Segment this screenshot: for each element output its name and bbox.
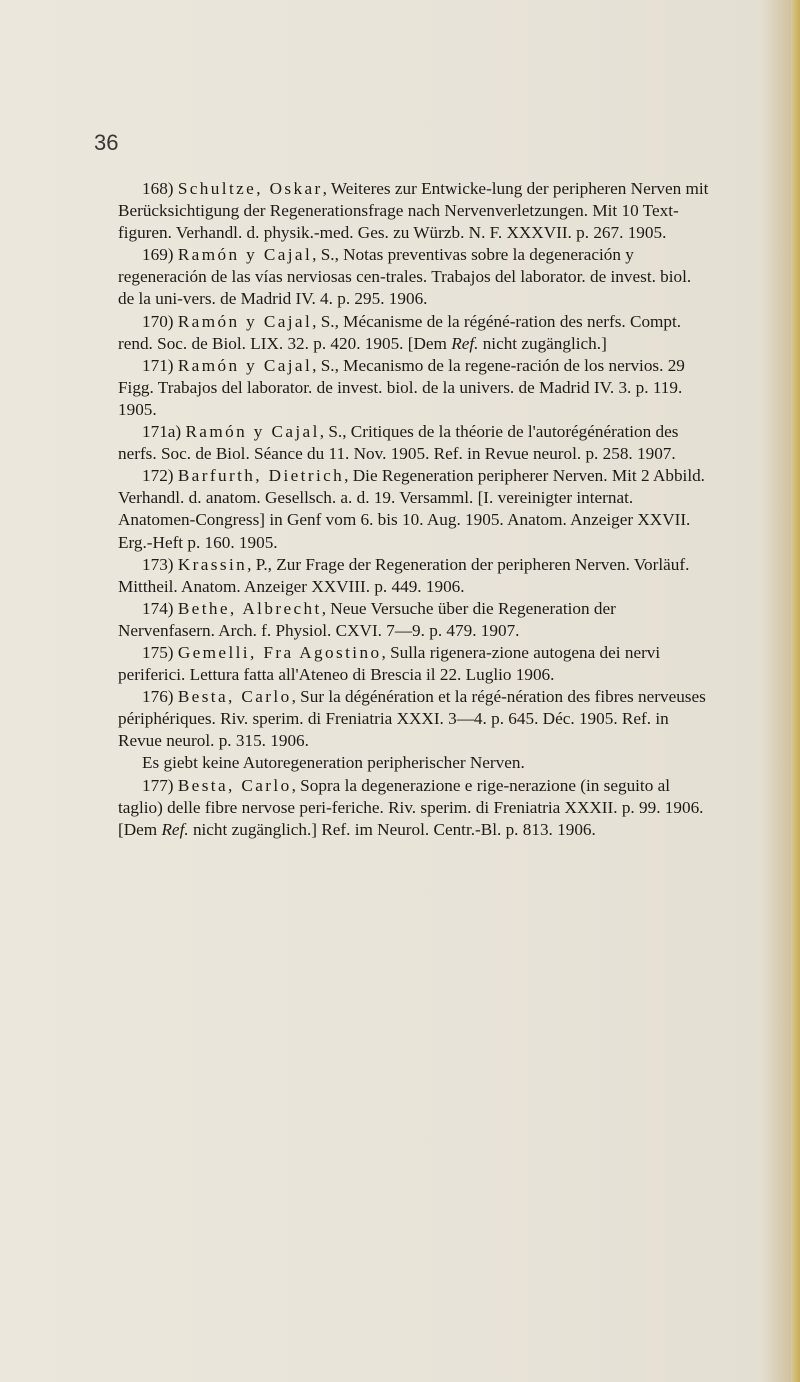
reference-text: nicht zugänglich.] <box>478 333 607 353</box>
reference-entry <box>118 244 710 310</box>
reference-text: , S., Notas preventivas sobre la degeneración y regeneración de las vías nerviosas cen-trales. Trabajos del laborator. de invest. biol. de la uni-vers. de Madrid IV. 4. p. 295. 1906. <box>118 245 692 309</box>
italic-ref: Ref. <box>451 333 479 353</box>
reference-list <box>118 178 710 841</box>
page-number: 36 <box>94 130 119 155</box>
reference-text: , S., Mécanisme de la régéné-ration des nerfs. Compt. rend. Soc. de Biol. LIX. 32. p. 420. 1905. [Dem <box>118 311 682 353</box>
reference-text: nicht zugänglich.] Ref. im Neurol. Centr.-Bl. p. 813. 1906. <box>188 819 596 839</box>
author-name: Ramón y Cajal <box>177 245 313 265</box>
author-name: Ramón y Cajal <box>177 355 313 375</box>
author-name: Gemelli, Fra Agostino <box>177 642 382 662</box>
reference-entry <box>118 642 710 686</box>
author-name: Barfurth, Dietrich <box>177 466 345 486</box>
reference-text: , Sopra la degenerazione e rige-nerazione (in seguito al taglio) delle fibre nervose peri-feriche. Riv. sperim. di Freniatria XXXII. p. 99. 1906. [Dem <box>118 775 704 839</box>
reference-text: 176) <box>142 687 178 707</box>
reference-text: , Neue Versuche über die Regeneration der Nervenfasern. Arch. f. Physiol. CXVI. 7—9. p. 479. 1907. <box>118 598 616 640</box>
reference-entry <box>118 465 710 553</box>
reference-entry <box>118 686 710 752</box>
reference-text: 173) <box>142 554 178 574</box>
reference-text: 175) <box>142 642 178 662</box>
reference-entry <box>118 311 710 355</box>
reference-text: , Sur la dégénération et la régé-nération des fibres nerveuses périphériques. Riv. sperim. di Freniatria XXXI. 3—4. p. 645. Déc. 1905. Ref. in Revue neurol. p. 315. 1906. <box>118 687 706 751</box>
author-name: Krassin <box>177 554 248 574</box>
italic-ref: Ref. <box>161 819 189 839</box>
author-name: Besta, Carlo <box>177 687 292 707</box>
reference-text: Es giebt keine Autoregeneration peripherischer Nerven. <box>142 753 525 773</box>
reference-entry <box>118 421 710 465</box>
reference-entry <box>118 554 710 598</box>
author-name: Schultze, Oskar <box>177 179 323 198</box>
reference-note <box>118 752 710 774</box>
reference-entry <box>118 775 710 841</box>
reference-text: 168) <box>142 179 178 198</box>
page-edge <box>791 0 800 1382</box>
reference-text: 169) <box>142 245 178 265</box>
reference-text: , Weiteres zur Entwicke-lung der peripheren Nerven mit Berücksichtigung der Regenerationsfrage nach Nervenverletzungen. Mit 10 Text-figuren. Verhandl. d. physik.-med. Ges. zu Würzb. N. F. XXXVII. p. 267. 1905. <box>118 179 709 243</box>
reference-text: , Sulla rigenera-zione autogena dei nervi periferici. Lettura fatta all'Ateneo di Brescia il 22. Luglio 1906. <box>118 642 661 685</box>
reference-text: , S., Critiques de la théorie de l'autorégénération des nerfs. Soc. de Biol. Séance du 11. Nov. 1905. Ref. in Revue neurol. p. 258. 1907. <box>118 422 679 464</box>
reference-text: , S., Mecanismo de la regene-ración de los nervios. 29 Figg. Trabajos del laborator. de invest. biol. de la univers. de Madrid IV. 3. p. 119. 1905. <box>118 355 685 419</box>
reference-text: , Die Regeneration peripherer Nerven. Mit 2 Abbild. Verhandl. d. anatom. Gesellsch. a. d. 19. Versamml. [I. vereinigter internat. Anatomen-Congress] in Genf vom 6. bis 10. Aug. 1905. Anatom. Anzeiger XXVII. Erg.-Heft p. 160. 1905. <box>118 466 705 552</box>
reference-text: 177) <box>142 775 178 795</box>
reference-entry <box>118 355 710 421</box>
reference-text: 174) <box>142 598 178 618</box>
reference-entry <box>118 598 710 642</box>
reference-text: , P., Zur Frage der Regeneration der peripheren Nerven. Vorläuf. Mittheil. Anatom. Anzeiger XXVIII. p. 449. 1906. <box>118 554 690 596</box>
author-name: Ramón y Cajal <box>177 311 313 331</box>
reference-text: 171a) <box>142 422 186 442</box>
author-name: Bethe, Albrecht <box>177 598 322 618</box>
reference-text: 171) <box>142 355 178 375</box>
author-name: Ramón y Cajal <box>185 422 320 442</box>
author-name: Besta, Carlo <box>177 775 292 795</box>
reference-entry <box>118 178 710 244</box>
reference-text: 172) <box>142 466 178 486</box>
reference-text: 170) <box>142 311 178 331</box>
